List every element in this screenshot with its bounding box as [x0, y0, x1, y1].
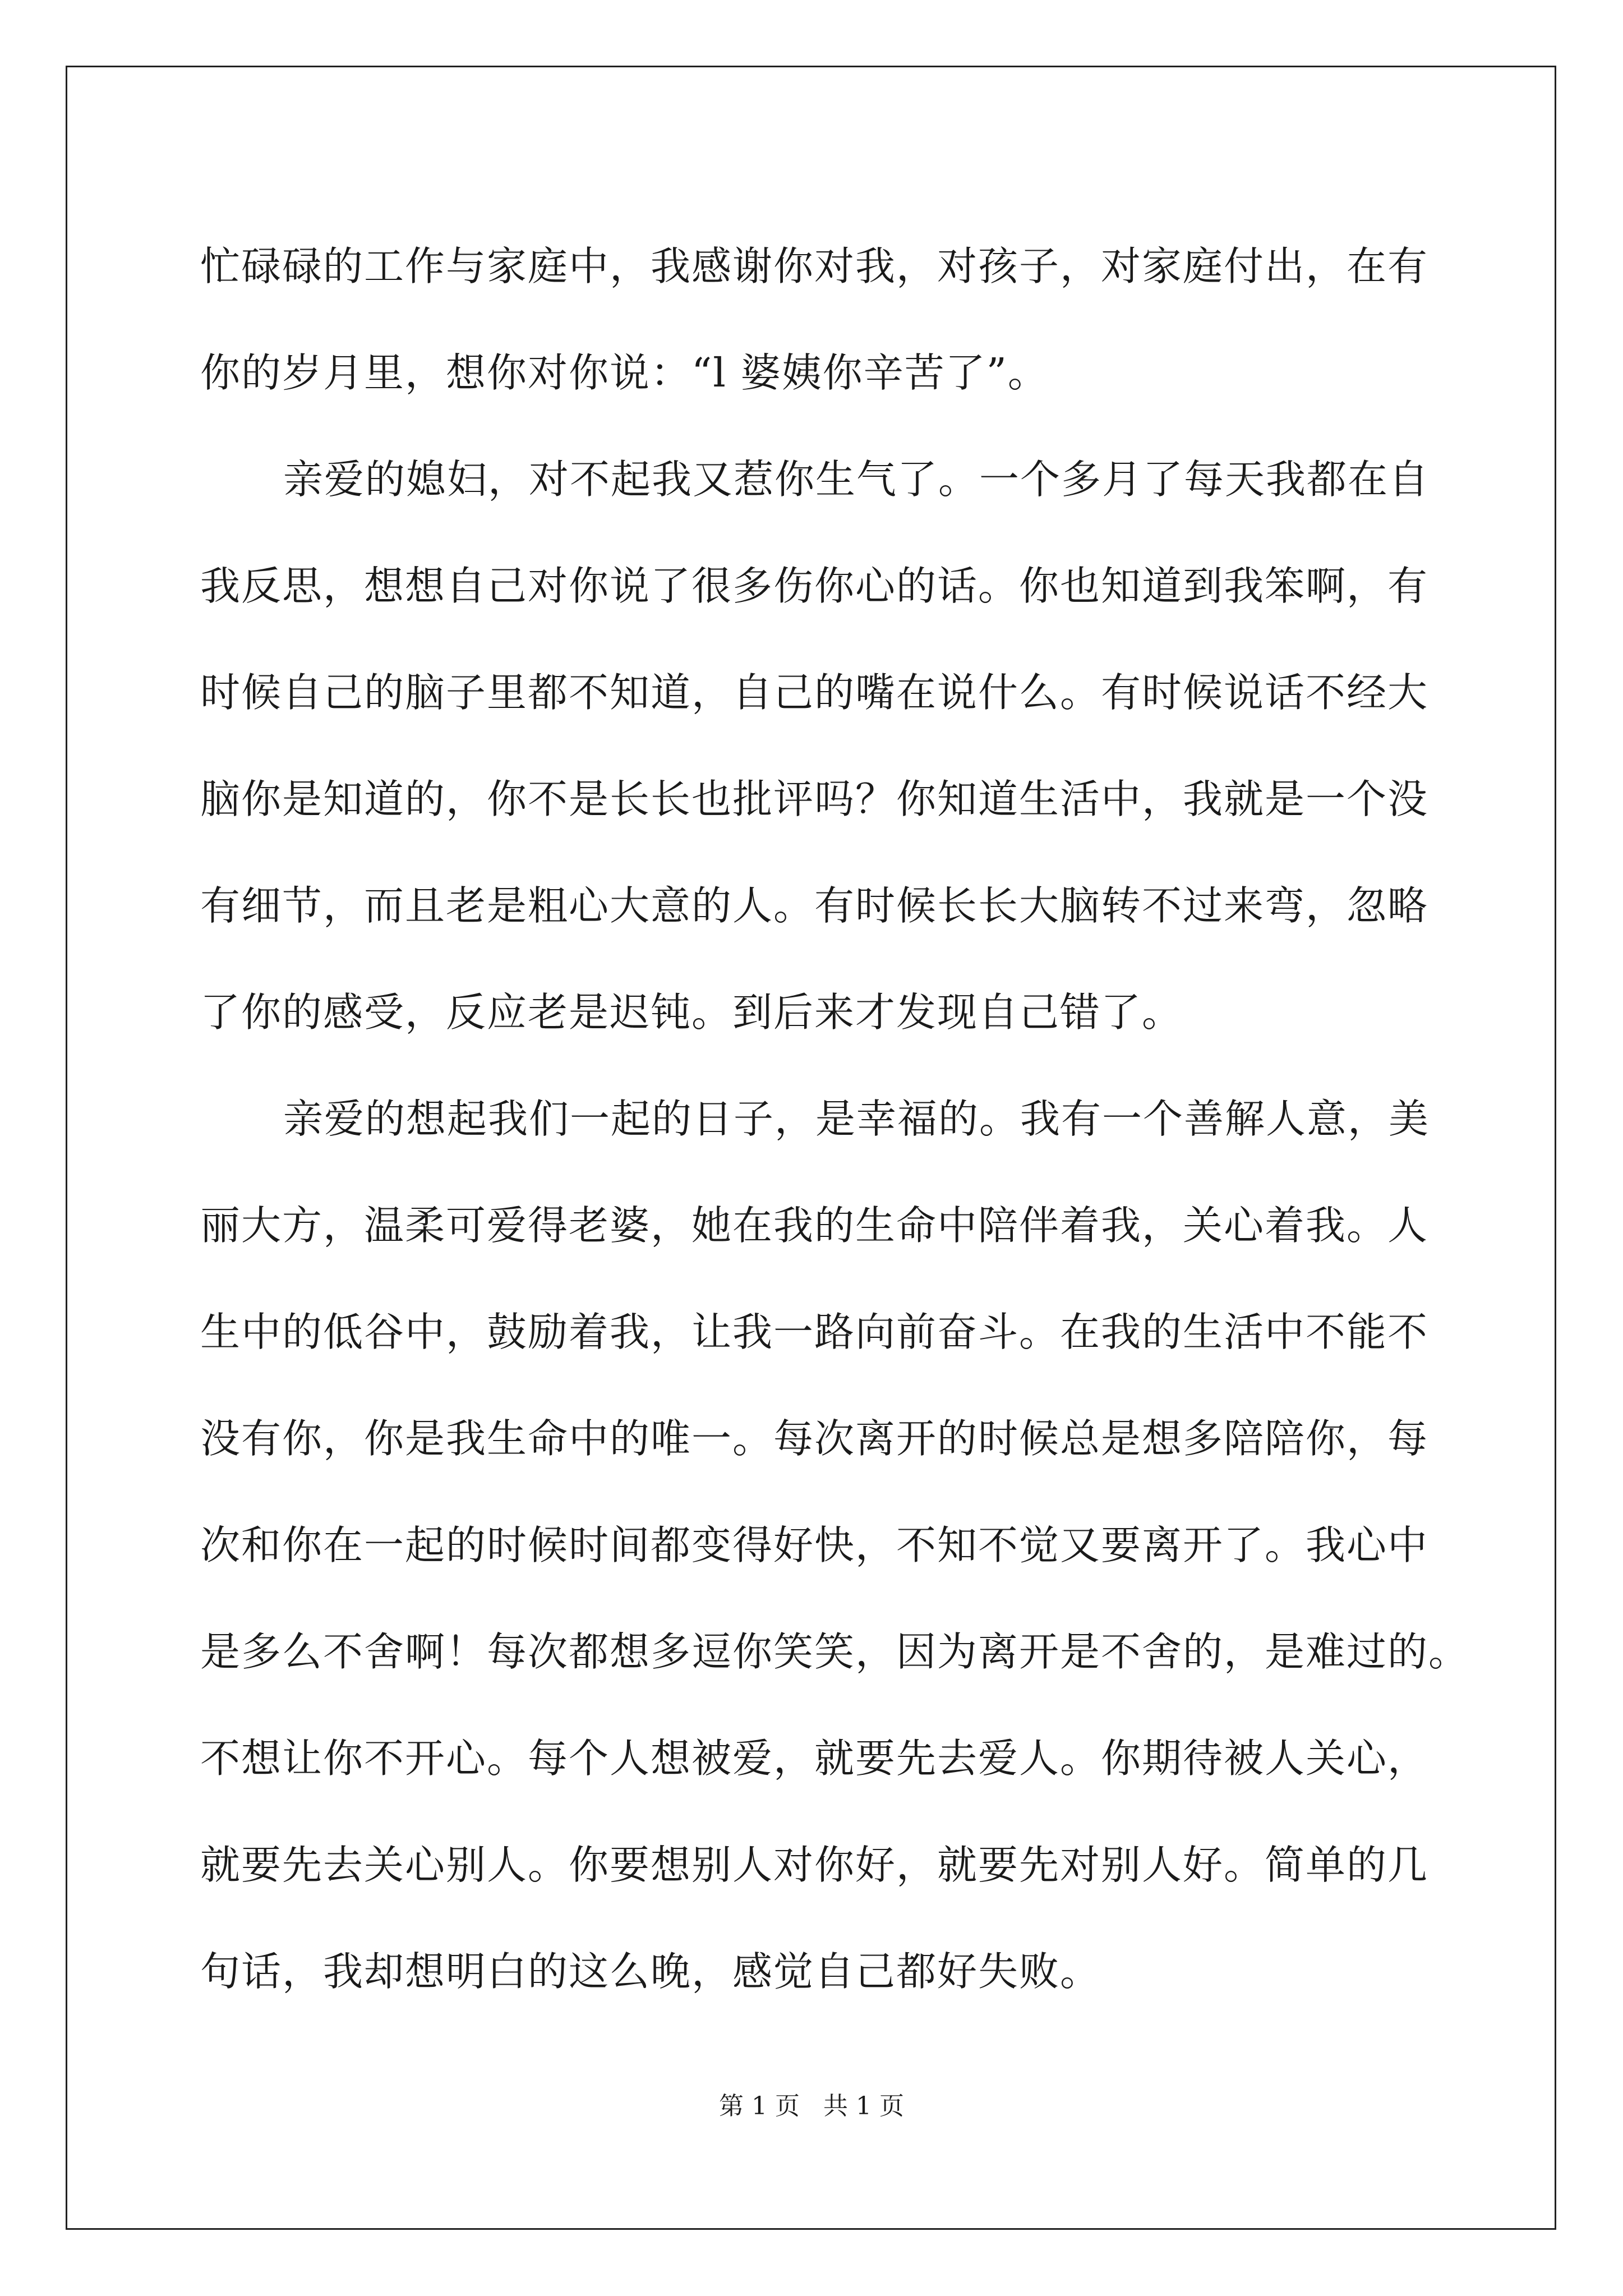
text-line: 次和你在一起的时候时间都变得好快，不知不觉又要离开了。我心中 — [200, 1522, 1429, 1568]
text-line: 是多么不舍啊！每次都想多逗你笑笑，因为离开是不舍的，是难过的。 — [200, 1628, 1470, 1675]
text-line: 了你的感受，反应老是迟钝。到后来才发现自己错了。 — [200, 989, 1183, 1036]
text-line: 时候自己的脑子里都不知道，自己的嘴在说什么。有时候说话不经大 — [200, 669, 1429, 716]
text-line: 生中的低谷中，鼓励着我，让我一路向前奋斗。在我的生活中不能不 — [200, 1309, 1429, 1355]
text-line: 忙碌碌的工作与家庭中，我感谢你对我，对孩子，对家庭付出，在有 — [200, 243, 1429, 289]
text-line: 脑你是知道的，你不是长长也批评吗？你知道生活中，我就是一个没 — [200, 776, 1429, 822]
text-line: 我反思，想想自己对你说了很多伤你心的话。你也知道到我笨啊，有 — [200, 563, 1429, 609]
text-line: 丽大方，温柔可爱得老婆，她在我的生命中陪伴着我，关心着我。人 — [200, 1202, 1429, 1249]
text-line: 句话，我却想明白的这么晚，感觉自己都好失败。 — [200, 1948, 1101, 1995]
text-line: 你的岁月里，想你对你说：“l 婆姨你辛苦了”。 — [200, 349, 1049, 396]
page-number: 第 1 页 共 1 页 — [719, 2092, 904, 2120]
paragraph-start-line: 亲爱的想起我们一起的日子，是幸福的。我有一个善解人意，美 — [283, 1096, 1430, 1142]
paragraph-start-line: 亲爱的媳妇，对不起我又惹你生气了。一个多月了每天我都在自 — [283, 456, 1430, 503]
text-line: 就要先去关心别人。你要想别人对你好，就要先对别人好。简单的几 — [200, 1842, 1429, 1888]
text-line: 没有你，你是我生命中的唯一。每次离开的时候总是想多陪陪你，每 — [200, 1415, 1429, 1462]
document-body — [200, 213, 1470, 2025]
text-line: 有细节，而且老是粗心大意的人。有时候长长大脑转不过来弯，忽略 — [200, 882, 1429, 929]
text-line: 不想让你不开心。每个人想被爱，就要先去爱人。你期待被人关心， — [200, 1735, 1429, 1782]
